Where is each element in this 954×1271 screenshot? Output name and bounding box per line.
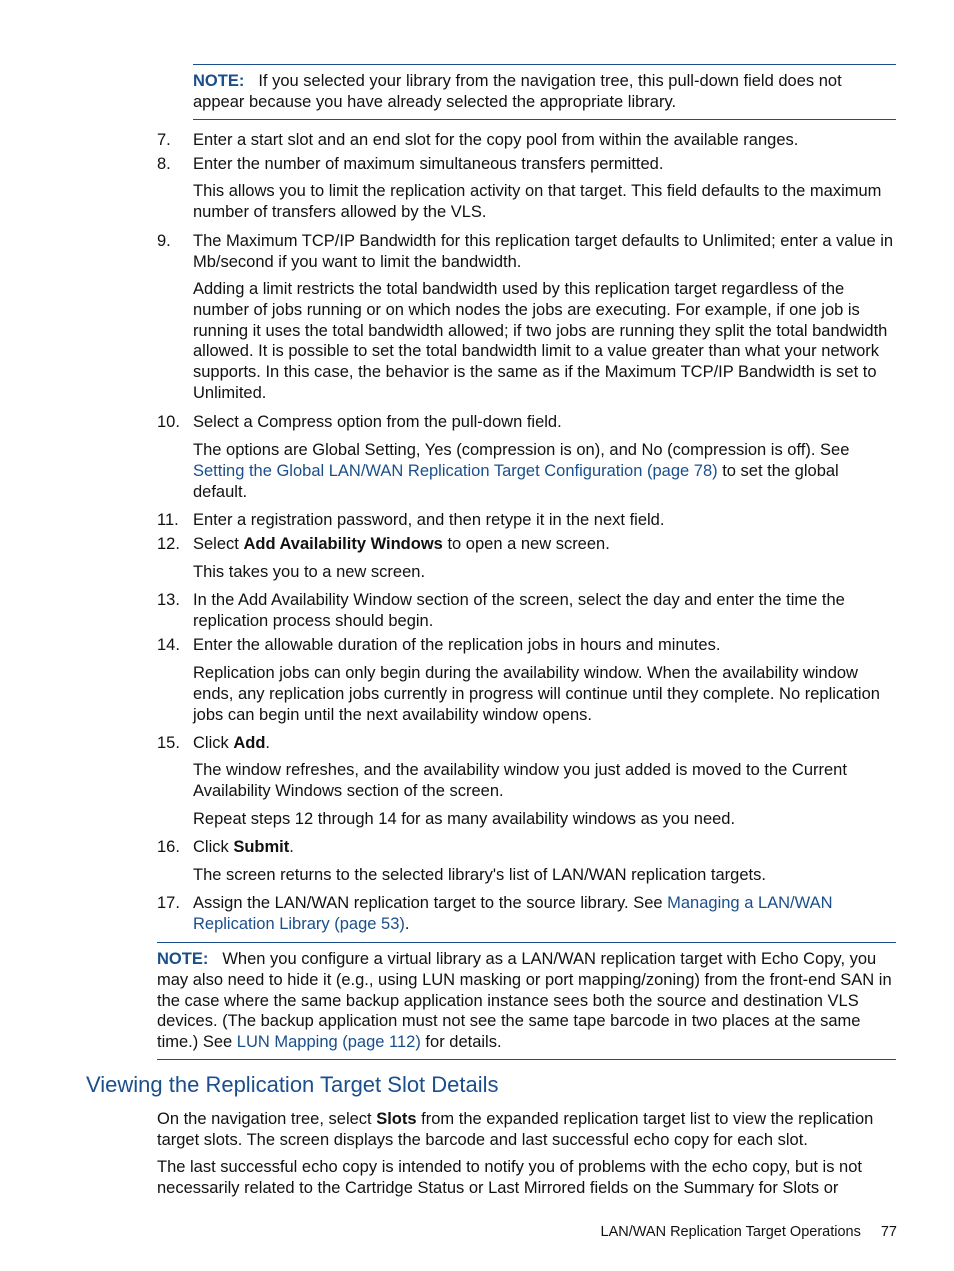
step-number: 12. (157, 535, 180, 553)
note-text: When you configure a virtual library as a LAN/WAN replication target with Echo Copy, you may also need to hide it (e.g., using LUN masking or port mapping/zoning) from the front-end SAN in the case where the same backup application instance sees both the source and destination VLS devices. (The backup application must not see the same tape barcode in two places at the same time.) See (157, 950, 892, 1052)
step-number: 17. (157, 894, 180, 912)
note-label: NOTE: (157, 950, 209, 968)
step-text: Enter a start slot and an end slot for the copy pool from within the available ranges. (193, 131, 799, 149)
ui-label: Slots (376, 1110, 417, 1128)
step-text: Enter the allowable duration of the replication jobs in hours and minutes. (193, 636, 721, 654)
step-number: 8. (157, 155, 171, 173)
ui-label: Add (233, 734, 266, 752)
step-text: Click Add. (193, 734, 271, 752)
step-number: 7. (157, 131, 171, 149)
note-text: for details. (420, 1033, 502, 1052)
page-footer (0, 1222, 897, 1243)
step-number: 10. (157, 413, 180, 431)
step-text: Select a Compress option from the pull-down field. (193, 413, 562, 431)
step-number: 16. (157, 838, 180, 856)
step-number: 14. (157, 636, 180, 654)
note-box (157, 942, 896, 1060)
footer-title: LAN/WAN Replication Target Operations (600, 1224, 861, 1240)
step-text: Click Submit. (193, 838, 294, 856)
detail-text: The options are Global Setting, Yes (compression is on), and No (compression is off). See (193, 441, 850, 459)
step-number: 9. (157, 232, 171, 250)
note-box (193, 64, 896, 120)
page-number: 77 (880, 1224, 897, 1240)
step-15-detail-2: Repeat steps 12 through 14 for as many availability windows as you need. (193, 810, 736, 828)
step-number: 13. (157, 591, 180, 609)
step-text: Enter the number of maximum simultaneous transfers permitted. (193, 155, 664, 173)
step-number: 15. (157, 734, 180, 752)
ui-label: Add Availability Windows (243, 535, 443, 553)
section-paragraph: On the navigation tree, select Slots from the expanded replication target list to view the replication target slots. The screen displays the barcode and last successful echo copy for each slot. (157, 1110, 874, 1149)
step-text: Select Add Availability Windows to open a new screen. (193, 535, 610, 553)
step-number: 11. (157, 511, 179, 529)
step-text: Enter a registration password, and then retype it in the next field. (193, 511, 665, 529)
step-9-detail: Adding a limit restricts the total bandwidth used by this replication target regardless of the number of jobs running or on which nodes the jobs are executing. For example, if one job is running it uses the total bandwidth allowed; if two jobs are running they split the total bandwidth allowed. It is possible to set the total bandwidth limit to a value greater than what your network supports. In this case, the behavior is the same as if the Maximum TCP/IP Bandwidth is set to Unlimited. (193, 280, 888, 402)
note-text: If you selected your library from the navigation tree, this pull-down field does not appear because you have already selected the appropriate library. (193, 72, 842, 111)
managing-library-link[interactable]: Managing a LAN/WAN Replication Library (page 53) (193, 894, 833, 933)
section-heading: Viewing the Replication Target Slot Details (86, 1072, 499, 1097)
step-text: The Maximum TCP/IP Bandwidth for this replication target defaults to Unlimited; enter a value in Mb/second if you want to limit the bandwidth. (193, 232, 894, 271)
global-config-link[interactable]: Setting the Global LAN/WAN Replication Target Configuration (page 78) (193, 461, 718, 480)
step-text: In the Add Availability Window section of the screen, select the day and enter the time the replication process should begin. (193, 591, 845, 630)
lun-mapping-link[interactable]: LUN Mapping (page 112) (236, 1033, 421, 1052)
step-12-detail: This takes you to a new screen. (193, 563, 426, 581)
detail-text: to set the global default. (193, 461, 839, 501)
step-8-detail: This allows you to limit the replication activity on that target. This field defaults to the maximum number of transfers allowed by the VLS. (193, 182, 882, 221)
step-10-detail (193, 440, 897, 502)
section-paragraph-2: The last successful echo copy is intended to notify you of problems with the echo copy, but is not necessarily related to the Cartridge Status or Last Mirrored fields on the Summary for Slots or (157, 1158, 862, 1197)
ui-label: Submit (233, 838, 290, 856)
step-15-detail: The window refreshes, and the availability window you just added is moved to the Current Availability Windows section of the screen. (193, 761, 847, 800)
step-text: Assign the LAN/WAN replication target to the source library. See Managing a LAN/WAN Replication Library (page 53). (193, 894, 833, 933)
step-16-detail: The screen returns to the selected library's list of LAN/WAN replication targets. (193, 866, 766, 884)
step-14-detail: Replication jobs can only begin during the availability window. When the availability window ends, any replication jobs currently in progress will continue until they complete. No replication jobs can begin until the next availability window opens. (193, 664, 880, 724)
note-label: NOTE: (193, 72, 245, 90)
